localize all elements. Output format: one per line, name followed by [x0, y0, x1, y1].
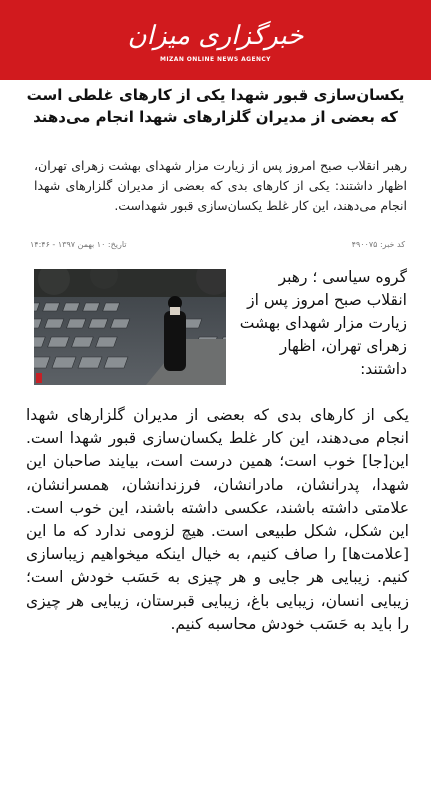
site-logo[interactable]: خبرگزاری میزان [127, 20, 304, 51]
site-header [0, 0, 431, 80]
cemetery-photo-image [34, 269, 226, 385]
article-photo[interactable] [34, 269, 226, 385]
article-title: یکسان‌سازی قبور شهدا یکی از کارهای غلطی است که بعضی از مدیران گلزارهای شهدا انجام می‌دهند [26, 86, 405, 126]
article-intro: گروه سیاسی ؛ رهبر انقلاب صبح امروز پس از زیارت مزار شهدای بهشت زهرای تهران، اظهار داشتند: [239, 268, 407, 378]
publish-date: تاریخ: ۱۰ بهمن ۱۳۹۷ - ۱۴:۴۶ [30, 240, 127, 249]
site-logo-subtitle: MIZAN ONLINE NEWS AGENCY [160, 55, 271, 63]
article-lead: رهبر انقلاب صبح امروز پس از زیارت مزار شهدای بهشت زهرای تهران، اظهار داشتند: یکی از کارهای بدی که بعضی از مدیران گلزارهای شهدا انجام می‌دهند، این کار غلط یکسان‌سازی قبور شهداست. [34, 158, 407, 213]
news-code: کد خبر: ۴۹۰۰۷۵ [351, 240, 405, 249]
article-body: یکی از کارهای بدی که بعضی از مدیران گلزارهای شهدا انجام می‌دهند، این کار غلط یکسان‌سازی قبور شهدا است. این[جا] خوب است؛ همین درست است، بیایند صاحبان این شهدا، پدرانشان، مادرانشان، فرزندانشان، همسرانشان، علامتی داشته باشند، عکسی داشته باشند، این خوب است. این شکل، شکل طبیعی است. هیچ لزومی ندارد که ما این [علامت‌ها] را صاف کنیم، به خیال اینکه میخواهیم زیباسازی کنیم. زیبایی هر جایی و هر چیزی به حَسَب خودش است؛ زیبایی انسان، زیبایی باغ، زیبایی قبرستان، زیبایی هر چیزی را باید به حَسَب خودش محاسبه کنیم. [26, 406, 409, 633]
article-meta [30, 240, 405, 254]
